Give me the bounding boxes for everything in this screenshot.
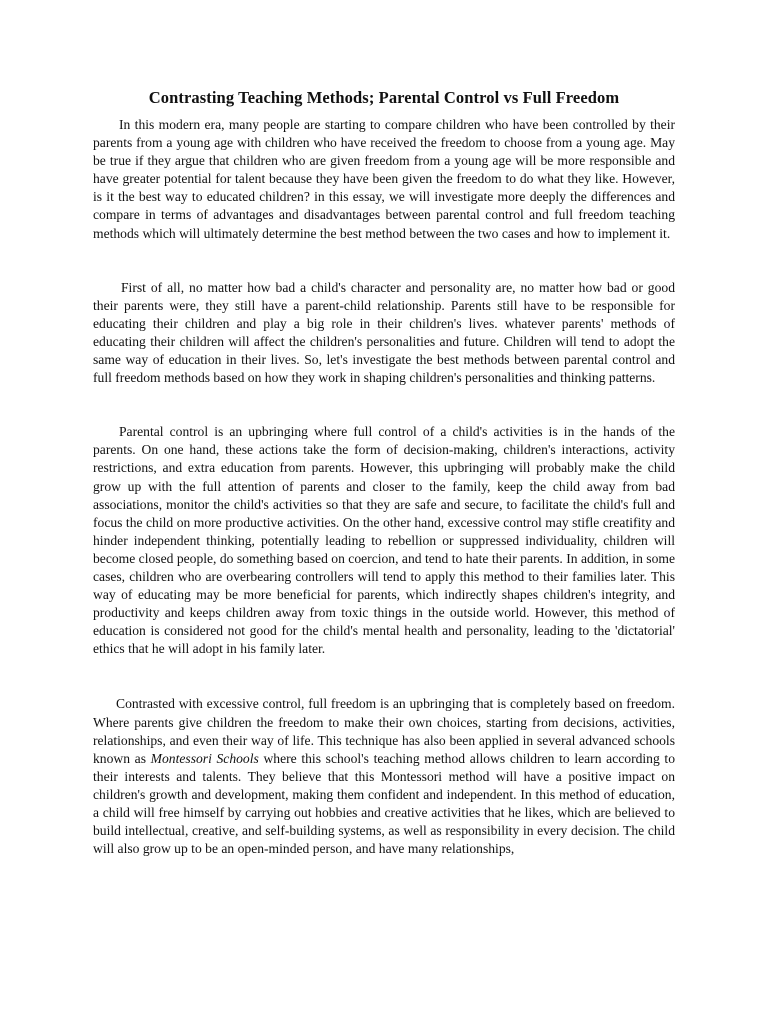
montessori-schools-term: Montessori Schools [150,750,259,766]
paragraph-parental-control: Parental control is an upbringing where full control of a child's activities is in the hands of the parents. On one hand, these actions take the form of decision-making, children's interactions, activity restrictions, and extra education from parents. However, this upbringing will probably make the child grow up with the full attention of parents and closer to the family, keep the child away from bad associations, monitor the child's activities so that they are safe and secure, to facilitate the child's full and focus the child on more productive activities. On the other hand, excessive control may stifle creatifity and hinder independent thinking, potentially leading to rebellion or suppressed individuality, children will become closed people, do something based on coercion, and tend to hate their parents. In addition, in some cases, children who are overbearing controllers will tend to apply this method to their families later. This way of educating may be more beneficial for parents, which indirectly shapes children's integrity, and productivity and keeps children away from toxic things in the outside world. However, this method of education is considered not good for the child's mental health and personality, leading to the 'dictatorial' ethics that he will adopt in his family later. [93,424,675,657]
document-title: Contrasting Teaching Methods; Parental Control vs Full Freedom [148,88,620,107]
paragraph-parent-child-relationship: First of all, no matter how bad a child's character and personality are, no matter how bad or good their parents were, they still have a parent-child relationship. Parents still have to be responsible for educating their children and play a big role in their children's lives. whatever parents' methods of educating their children will affect the children's personalities and future. Children will tend to adopt the same way of education in their lives. So, let's investigate the best methods between parental control and full freedom methods based on how they work in shaping children's personalities and thinking patterns. [93,279,675,386]
paragraph-full-freedom-text-start: Contrasted with excessive control, full freedom is an upbringing that is completely based on freedom. Where parents give children the freedom to make their own choices, starting from decisions, activities, relationships, and even their way of life. This technique has also been applied in several advanced schools known as [93,696,675,766]
paragraph-full-freedom [93,695,675,858]
paragraph-introduction: In this modern era, many people are starting to compare children who have been controlled by their parents from a young age with children who have received the freedom to choose from a young age. May be true if they argue that children who are given freedom from a young age will be more responsible and have greater potential for talent because they have been given the freedom to do what they like. However, is it the best way to educated children? in this essay, we will investigate more deeply the differences and compare in terms of advantages and disadvantages between parental control and full freedom teaching methods which will ultimately determine the best method between the two cases and how to implement it. [93,117,675,241]
paragraph-full-freedom-text-end: where this school's teaching method allows children to learn according to their interests and talents. They believe that this Montessori method will have a positive impact on children's growth and development, making them confident and independent. In this method of education, a child will free himself by carrying out hobbies and creative activities that he likes, which are believed to build intellectual, creative, and self-building systems, as well as responsibility in every decision. The child will also grow up to be an open-minded person, and have many relationships, [93,750,676,857]
document-page [93,86,675,858]
